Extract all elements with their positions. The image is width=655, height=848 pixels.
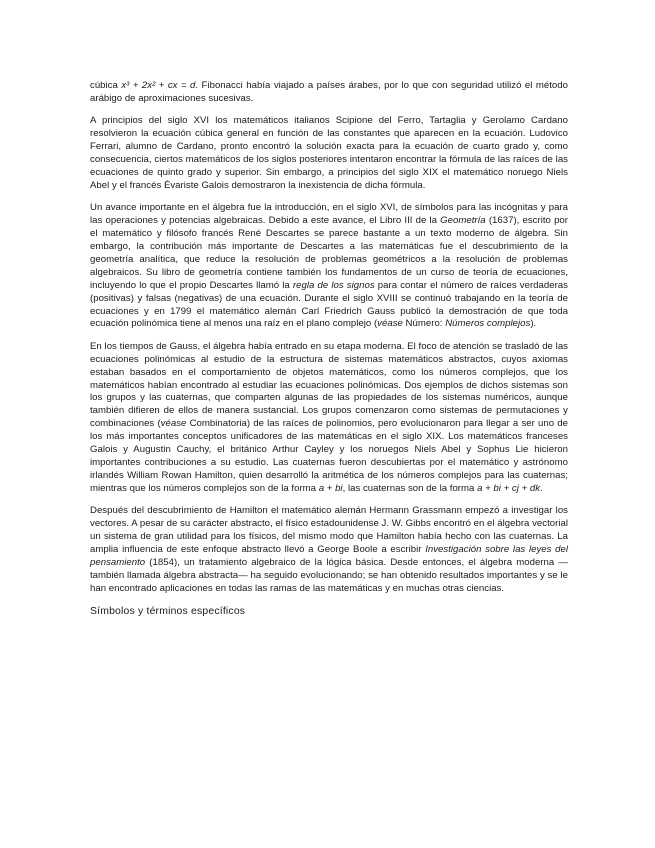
italic-text: x³ + 2x² + cx = d — [121, 80, 196, 91]
italic-text: véase — [160, 418, 187, 430]
text-run: Combinatoria) de las raíces de polinomios, pero evolucionaron para llegar a ser uno de los más importantes conceptos unificadores de las matemáticas en el siglo XIX. Los matemáticos franceses Galois y Augustin Cauchy, el británico Arthur Cayley y los noruegos Niels Abel y Sophus Lie hicieron importantes contribuciones a su estudio. Las cuaternas fueron descubiertas por el matemático y astrónomo irlandés William Rowan Hamilton, quien desarrolló la aritmética de los números complejos para las cuaternas; mientras que los números complejos son de la forma — [90, 418, 569, 494]
text-run: (1637), escrito por el matemático y filósofo francés René Descartes se parece bastante a un texto moderno de álgebra. Sin embargo, la contribución más importante de Descartes a las matemáticas fue el descubrimiento de la geometría analítica, que reduce la resolución de problemas geométricos a la resolución de problemas algebraicos. Su libro de geometría contiene también los fundamentos de un curso de teoría de ecuaciones, incluyendo lo que el propio Descartes llamó la — [90, 215, 568, 291]
italic-text: a + bi — [318, 482, 343, 494]
italic-text: Geometría — [440, 215, 486, 227]
italic-text: Investigación sobre las leyes del pensamiento — [90, 543, 568, 568]
text-run: Un avance importante en el álgebra fue la introducción, en el siglo XVI, de símbolos para las incógnitas y para las operaciones y potencias algebraicas. Debido a este avance, el Libro III de la — [90, 202, 568, 227]
text-run: ). — [530, 318, 537, 330]
text-run: Después del descubrimiento de Hamilton el matemático alemán Hermann Grassmann empezó a investigar los vectores. A pesar de su carácter abstracto, el físico estadounidense J. W. Gibbs encontró en el álgebra vectorial un sistema de gran utilidad para los físicos, del mismo modo que Hamilton había hecho con las cuaternas. La amplia influencia de este enfoque abstracto llevó a George Boole a escribir — [90, 505, 568, 555]
text-run: , las cuaternas son de la forma — [342, 482, 478, 494]
paragraph — [90, 202, 568, 331]
section-heading: Símbolos y términos específicos — [90, 606, 246, 618]
text-run: En los tiempos de Gauss, el álgebra había entrado en su etapa moderna. El foco de atención se trasladó de las ecuaciones polinómicas al estudio de la estructura de sistemas matemáticos abstractos, cuyos axiomas estaban basados en el comportamiento de objetos matemáticos, como los números complejos, que los matemáticos habían encontrado al estudiar las ecuaciones polinómicas. Dos ejemplos de dichos sistemas son los grupos y las cuaternas, que comparten algunas de las propiedades de los sistemas numéricos, aunque también difieren de ellos de manera sustancial. Los grupos comenzaron como sistemas de permutaciones y combinaciones ( — [90, 340, 568, 430]
italic-text: Números complejos — [445, 318, 531, 330]
text-run: A principios del siglo XVI los matemáticos italianos Scipione del Ferro, Tartaglia y Gerolamo Cardano resolvieron la ecuación cúbica general en función de las constantes que aparecen en la ecuación. Ludovico Ferrari, alumno de Cardano, pronto encontró la solución exacta para la ecuación de cuarto grado y, como consecuencia, ciertos matemáticos de los siglos posteriores intentaron encontrar la fórmula de las raíces de las ecuaciones de quinto grado y superior. Sin embargo, a principios del siglo XIX el matemático noruego Niels Abel y el francés Évariste Galois demostraron la inexistencia de dicha fórmula. — [90, 115, 568, 191]
text-run: cúbica — [90, 80, 122, 91]
text-run: . — [540, 482, 543, 494]
italic-text: véase — [377, 318, 403, 330]
italic-text: regla de los signos — [292, 279, 375, 291]
text-run: para contar el número de raíces verdaderas (positivas) y falsas (negativas) de una ecuación. Durante el siglo XVIII se continuó trabajando en la teoría de ecuaciones y en 1799 el matemático alemán Carl Friedrich Gauss publicó la demostración de que toda ecuación polinómica tiene al menos una raíz en el plano complejo ( — [90, 279, 568, 330]
paragraph — [90, 505, 568, 595]
paragraph — [90, 341, 568, 496]
text-run: (1854), un tratamiento algebraico de la lógica básica. Desde entonces, el álgebra moderna —también llamada álgebra abstracta— ha seguido evolucionando; se han obtenido resultados importantes y se le han encontrado aplicaciones en todas las ramas de las matemáticas y en muchas otras ciencias. — [90, 556, 568, 594]
paragraph — [90, 115, 568, 192]
paragraph — [90, 80, 568, 106]
document-body — [90, 80, 568, 618]
text-run: Número: — [402, 318, 446, 330]
text-run: . Fibonacci había viajado a países árabes, por lo que con seguridad utilizó el método arábigo de aproximaciones sucesivas. — [90, 80, 569, 104]
paragraph-list — [90, 80, 568, 596]
italic-text: a + bi + cj + dk — [477, 482, 541, 494]
